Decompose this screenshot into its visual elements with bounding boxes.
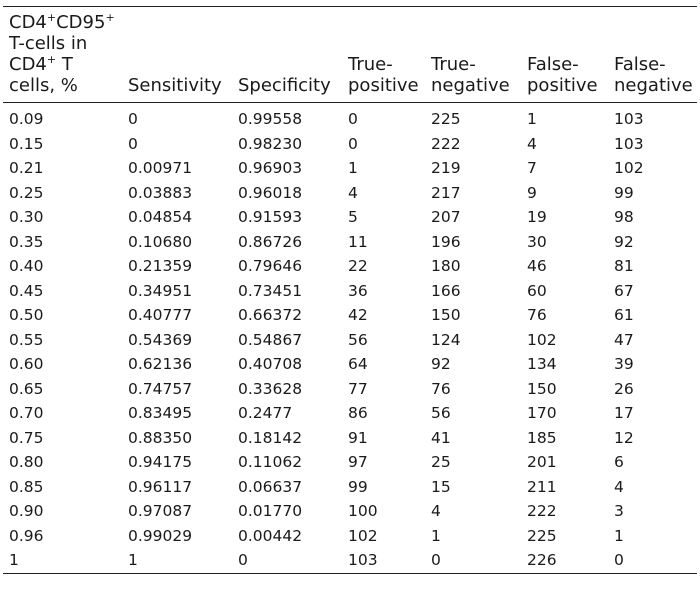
sensitivity-cell: 0.88350 (128, 428, 193, 447)
specificity-cell: 0.00442 (238, 526, 303, 545)
cutoff-cell: 0.40 (9, 257, 44, 276)
false-negative-cell: 98 (614, 208, 634, 227)
cutoff-cell: 0.30 (9, 208, 44, 227)
cutoff-cell: 0.75 (9, 428, 44, 447)
false-negative-cell: 92 (614, 232, 634, 251)
table-row (3, 254, 697, 279)
sensitivity-cell: 0.10680 (128, 232, 193, 251)
true-negative-cell: 56 (431, 404, 451, 423)
table-row (3, 205, 697, 230)
table-row (3, 303, 697, 328)
false-positive-cell: 30 (527, 232, 547, 251)
true-positive-cell: 99 (348, 477, 368, 496)
specificity-cell: 0.33628 (238, 379, 303, 398)
false-negative-cell: 17 (614, 404, 634, 423)
false-negative-cell: 61 (614, 306, 634, 325)
sensitivity-cell: 0.62136 (128, 355, 193, 374)
specificity-cell: 0.2477 (238, 404, 293, 423)
cutoff-cell: 0.65 (9, 379, 44, 398)
specificity-cell: 0.73451 (238, 281, 303, 300)
table-row (3, 450, 697, 475)
true-negative-cell: 150 (431, 306, 461, 325)
sensitivity-cell: 0.96117 (128, 477, 193, 496)
sensitivity-cell: 0.34951 (128, 281, 193, 300)
table-row (3, 426, 697, 451)
true-positive-cell: 100 (348, 502, 378, 521)
sensitivity-cell: 0.54369 (128, 330, 193, 349)
sensitivity-cell: 0.94175 (128, 453, 193, 472)
table-row (3, 103, 697, 132)
true-negative-cell: 92 (431, 355, 451, 374)
specificity-cell: 0.01770 (238, 502, 303, 521)
false-negative-cell: 6 (614, 453, 624, 472)
false-negative-cell: 81 (614, 257, 634, 276)
sensitivity-cell: 0.00971 (128, 159, 193, 178)
true-negative-cell: 225 (431, 110, 461, 129)
cutoff-cell: 0.60 (9, 355, 44, 374)
specificity-cell: 0.98230 (238, 134, 303, 153)
sensitivity-cell: 0.40777 (128, 306, 193, 325)
false-negative-cell: 12 (614, 428, 634, 447)
header-sensitivity: Sensitivity (128, 75, 222, 96)
false-positive-cell: 185 (527, 428, 557, 447)
table-row (3, 279, 697, 304)
sensitivity-cell: 0.04854 (128, 208, 193, 227)
false-positive-cell: 226 (527, 551, 557, 570)
true-negative-cell: 41 (431, 428, 451, 447)
true-negative-cell: 207 (431, 208, 461, 227)
false-negative-cell: 0 (614, 551, 624, 570)
false-positive-cell: 225 (527, 526, 557, 545)
true-negative-cell: 166 (431, 281, 461, 300)
specificity-cell: 0.96018 (238, 183, 303, 202)
cutoff-cell: 0.15 (9, 134, 44, 153)
cutoff-cell: 0.90 (9, 502, 44, 521)
true-negative-cell: 1 (431, 526, 441, 545)
true-negative-cell: 124 (431, 330, 461, 349)
true-negative-cell: 0 (431, 551, 441, 570)
header-col1-line2: T-cells in (9, 33, 88, 54)
false-negative-cell: 3 (614, 502, 624, 521)
true-positive-cell: 86 (348, 404, 368, 423)
table-row (3, 524, 697, 549)
false-negative-cell: 67 (614, 281, 634, 300)
true-positive-cell: 22 (348, 257, 368, 276)
sensitivity-cell: 0.03883 (128, 183, 193, 202)
true-negative-cell: 76 (431, 379, 451, 398)
table-row (3, 475, 697, 500)
specificity-cell: 0 (238, 551, 248, 570)
false-positive-cell: 76 (527, 306, 547, 325)
false-positive-cell: 9 (527, 183, 537, 202)
true-negative-cell: 15 (431, 477, 451, 496)
true-negative-cell: 25 (431, 453, 451, 472)
table-row (3, 499, 697, 524)
header-row (3, 7, 697, 103)
sensitivity-cell: 0.99029 (128, 526, 193, 545)
true-negative-cell: 180 (431, 257, 461, 276)
specificity-cell: 0.06637 (238, 477, 303, 496)
sensitivity-cell: 0.21359 (128, 257, 193, 276)
cutoff-cell: 0.85 (9, 477, 44, 496)
false-positive-cell: 7 (527, 159, 537, 178)
cutoff-cell: 0.35 (9, 232, 44, 251)
table-row (3, 548, 697, 573)
cutoff-cell: 0.21 (9, 159, 44, 178)
false-positive-cell: 4 (527, 134, 537, 153)
cutoff-cell: 0.80 (9, 453, 44, 472)
true-positive-cell: 102 (348, 526, 378, 545)
cutoff-cell: 0.70 (9, 404, 44, 423)
false-negative-cell: 102 (614, 159, 644, 178)
table-row (3, 401, 697, 426)
false-positive-cell: 1 (527, 110, 537, 129)
true-positive-cell: 0 (348, 134, 358, 153)
false-negative-cell: 103 (614, 110, 644, 129)
sensitivity-cell: 0.97087 (128, 502, 193, 521)
table-body (3, 103, 697, 574)
false-positive-cell: 201 (527, 453, 557, 472)
true-positive-cell: 64 (348, 355, 368, 374)
sensitivity-cell: 0.83495 (128, 404, 193, 423)
true-positive-cell: 5 (348, 208, 358, 227)
roc-cutoff-table (3, 6, 697, 574)
sensitivity-cell: 0 (128, 110, 138, 129)
true-negative-cell: 222 (431, 134, 461, 153)
false-positive-cell: 170 (527, 404, 557, 423)
specificity-cell: 0.99558 (238, 110, 303, 129)
specificity-cell: 0.40708 (238, 355, 303, 374)
false-positive-cell: 150 (527, 379, 557, 398)
false-positive-cell: 46 (527, 257, 547, 276)
false-negative-cell: 99 (614, 183, 634, 202)
specificity-cell: 0.18142 (238, 428, 303, 447)
specificity-cell: 0.66372 (238, 306, 303, 325)
false-negative-cell: 26 (614, 379, 634, 398)
table-row (3, 328, 697, 353)
true-negative-cell: 219 (431, 159, 461, 178)
header-cd4-cd95-percent (3, 7, 122, 103)
header-true-negative: True- negative (431, 54, 510, 96)
table-row (3, 230, 697, 255)
sensitivity-cell: 0.74757 (128, 379, 193, 398)
cutoff-cell: 0.09 (9, 110, 44, 129)
cutoff-cell: 0.50 (9, 306, 44, 325)
false-positive-cell: 211 (527, 477, 557, 496)
true-positive-cell: 97 (348, 453, 368, 472)
specificity-cell: 0.54867 (238, 330, 303, 349)
false-negative-cell: 1 (614, 526, 624, 545)
true-negative-cell: 217 (431, 183, 461, 202)
cutoff-cell: 0.45 (9, 281, 44, 300)
table-row (3, 132, 697, 157)
sensitivity-cell: 1 (128, 551, 138, 570)
false-positive-cell: 60 (527, 281, 547, 300)
header-col1-line1: CD4+CD95+ (9, 11, 115, 33)
false-negative-cell: 103 (614, 134, 644, 153)
false-positive-cell: 134 (527, 355, 557, 374)
false-positive-cell: 222 (527, 502, 557, 521)
table-row (3, 156, 697, 181)
sensitivity-cell: 0 (128, 134, 138, 153)
false-positive-cell: 102 (527, 330, 557, 349)
true-positive-cell: 36 (348, 281, 368, 300)
cutoff-cell: 0.96 (9, 526, 44, 545)
table-row (3, 352, 697, 377)
false-positive-cell: 19 (527, 208, 547, 227)
true-positive-cell: 77 (348, 379, 368, 398)
true-positive-cell: 4 (348, 183, 358, 202)
header-specificity: Specificity (238, 75, 331, 96)
specificity-cell: 0.86726 (238, 232, 303, 251)
cutoff-cell: 1 (9, 551, 19, 570)
true-positive-cell: 42 (348, 306, 368, 325)
header-true-positive: True- positive (348, 54, 419, 96)
cutoff-cell: 0.25 (9, 183, 44, 202)
cutoff-cell: 0.55 (9, 330, 44, 349)
true-negative-cell: 196 (431, 232, 461, 251)
true-positive-cell: 11 (348, 232, 368, 251)
specificity-cell: 0.11062 (238, 453, 303, 472)
header-false-negative: False- negative (614, 54, 693, 96)
true-positive-cell: 91 (348, 428, 368, 447)
header-col1-line3: CD4+ T (9, 53, 73, 75)
table-row (3, 181, 697, 206)
true-positive-cell: 1 (348, 159, 358, 178)
header-false-positive: False- positive (527, 54, 598, 96)
false-negative-cell: 39 (614, 355, 634, 374)
specificity-cell: 0.91593 (238, 208, 303, 227)
false-negative-cell: 4 (614, 477, 624, 496)
specificity-cell: 0.79646 (238, 257, 303, 276)
table-row (3, 377, 697, 402)
false-negative-cell: 47 (614, 330, 634, 349)
header-col1-line4: cells, % (9, 75, 78, 96)
true-negative-cell: 4 (431, 502, 441, 521)
table-header (3, 7, 697, 103)
true-positive-cell: 0 (348, 110, 358, 129)
true-positive-cell: 56 (348, 330, 368, 349)
specificity-cell: 0.96903 (238, 159, 303, 178)
true-positive-cell: 103 (348, 551, 378, 570)
